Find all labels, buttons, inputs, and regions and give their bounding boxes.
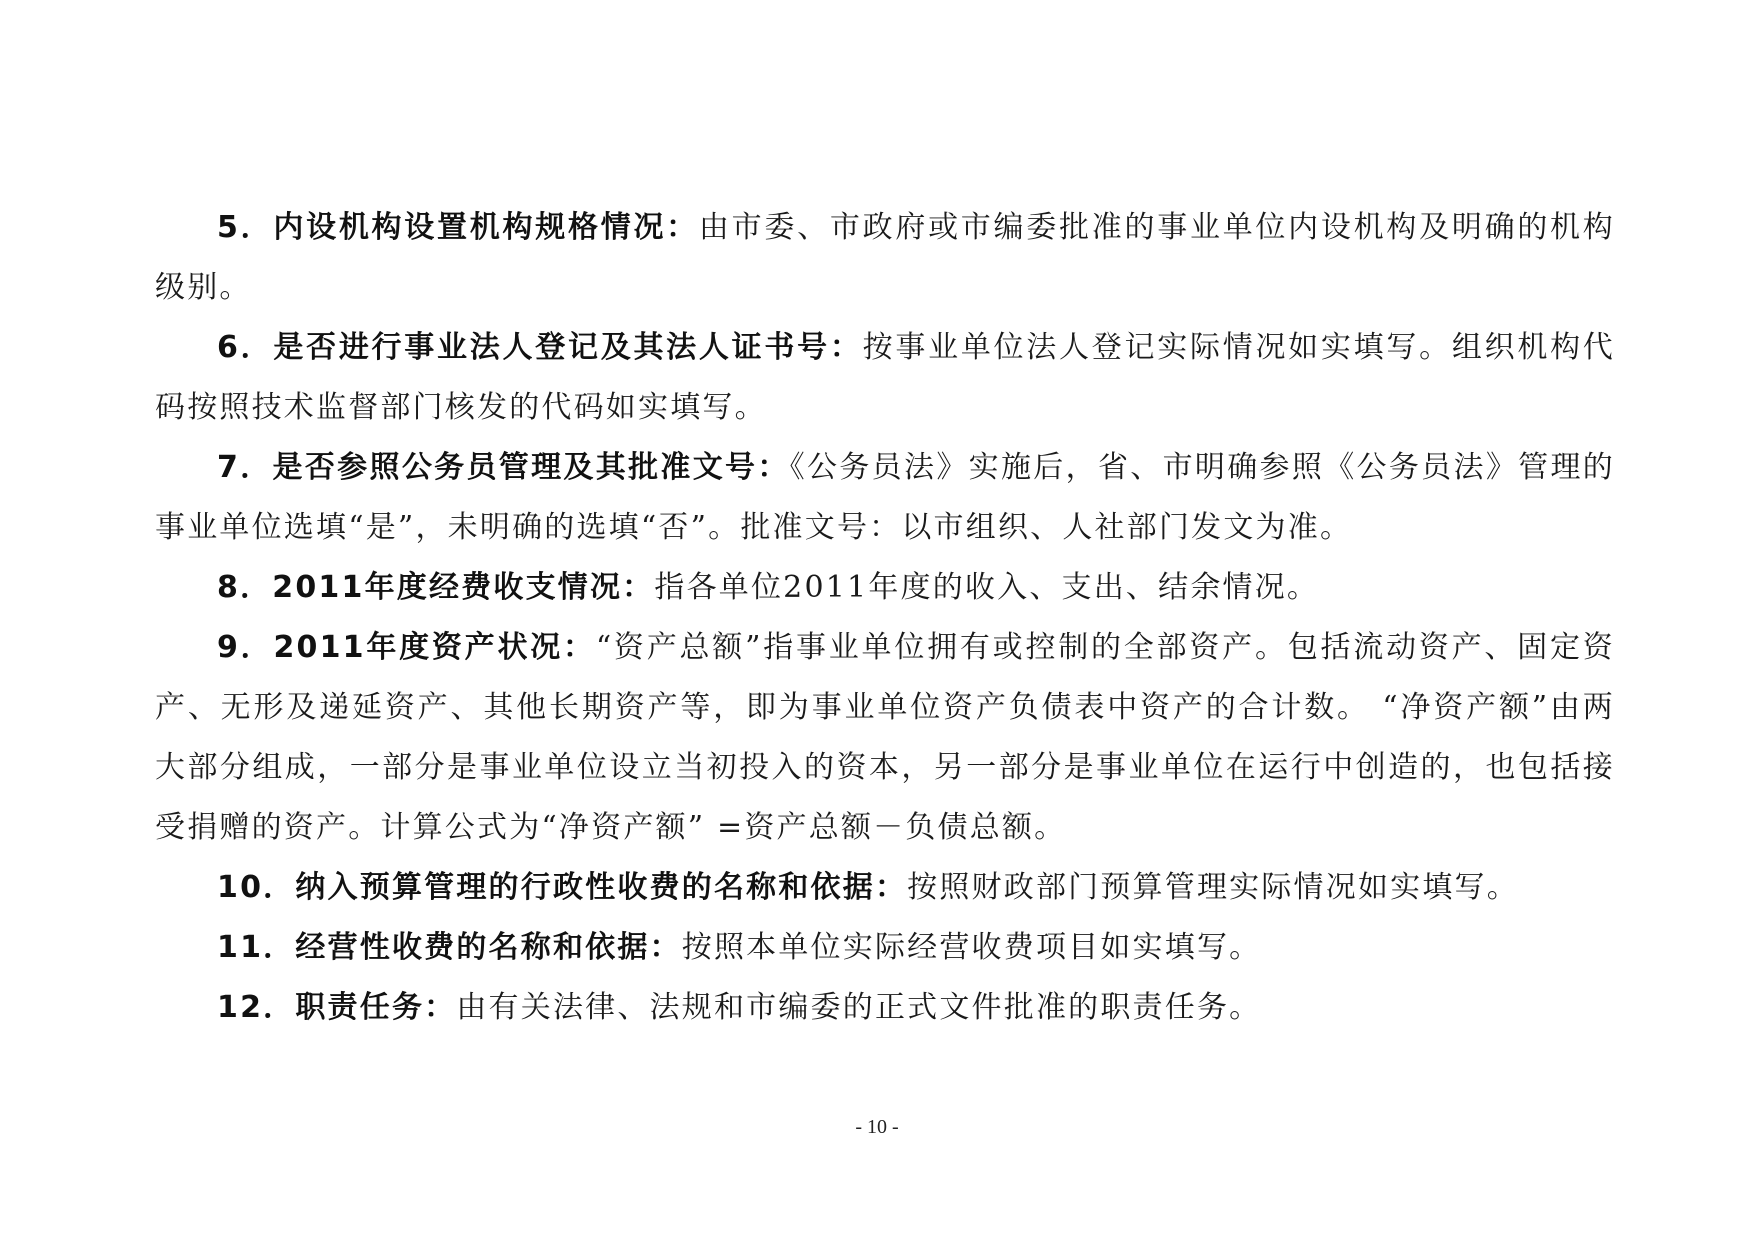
paragraph-heading: 9．2011年度资产状况： [217, 630, 596, 665]
paragraph-item-5 [155, 198, 1615, 318]
paragraph-item-11 [155, 918, 1615, 978]
paragraph-text: 《公务员法》实施后，省、市明确参照《公务员法》管理的事业单位选填“是”，未明确的选填“否”。批准文号：以市组织、人社部门发文为准。 [155, 450, 1615, 545]
paragraph-text: 由有关法律、法规和市编委的正式文件批准的职责任务。 [456, 990, 1262, 1025]
paragraph-heading: 11．经营性收费的名称和依据： [217, 930, 682, 965]
paragraph-item-7 [155, 438, 1615, 558]
paragraph-text: “资产总额”指事业单位拥有或控制的全部资产。包括流动资产、固定资产、无形及递延资产、其他长期资产等，即为事业单位资产负债表中资产的合计数。 “净资产额”由两大部分组成，一部分是事业单位设立当初投入的资本，另一部分是事业单位在运行中创造的，也包括接受捐赠的资产。计算公式为“净资产额” =资产总额－负债总额。 [155, 630, 1615, 845]
paragraph-text: 指各单位2011年度的收入、支出、结余情况。 [654, 570, 1320, 605]
paragraph-heading: 5．内设机构设置机构规格情况： [217, 210, 699, 245]
paragraph-item-8 [155, 558, 1615, 618]
paragraph-heading: 6．是否进行事业法人登记及其法人证书号： [217, 330, 863, 365]
paragraph-item-10 [155, 858, 1615, 918]
paragraph-item-6 [155, 318, 1615, 438]
paragraph-heading: 12．职责任务： [217, 990, 457, 1025]
paragraph-text: 按照财政部门预算管理实际情况如实填写。 [907, 870, 1519, 905]
document-body [155, 198, 1615, 1038]
paragraph-heading: 7．是否参照公务员管理及其批准文号： [217, 450, 790, 485]
paragraph-text: 由市委、市政府或市编委批准的事业单位内设机构及明确的机构级别。 [155, 210, 1615, 305]
paragraph-text: 按照本单位实际经营收费项目如实填写。 [681, 930, 1262, 965]
paragraph-heading: 10．纳入预算管理的行政性收费的名称和依据： [217, 870, 908, 905]
paragraph-heading: 8．2011年度经费收支情况： [217, 570, 655, 605]
page-number: - 10 - [855, 1116, 899, 1138]
paragraph-text: 按事业单位法人登记实际情况如实填写。组织机构代码按照技术监督部门核发的代码如实填写。 [155, 330, 1616, 425]
paragraph-item-12 [155, 978, 1615, 1038]
paragraph-item-9 [155, 618, 1615, 858]
